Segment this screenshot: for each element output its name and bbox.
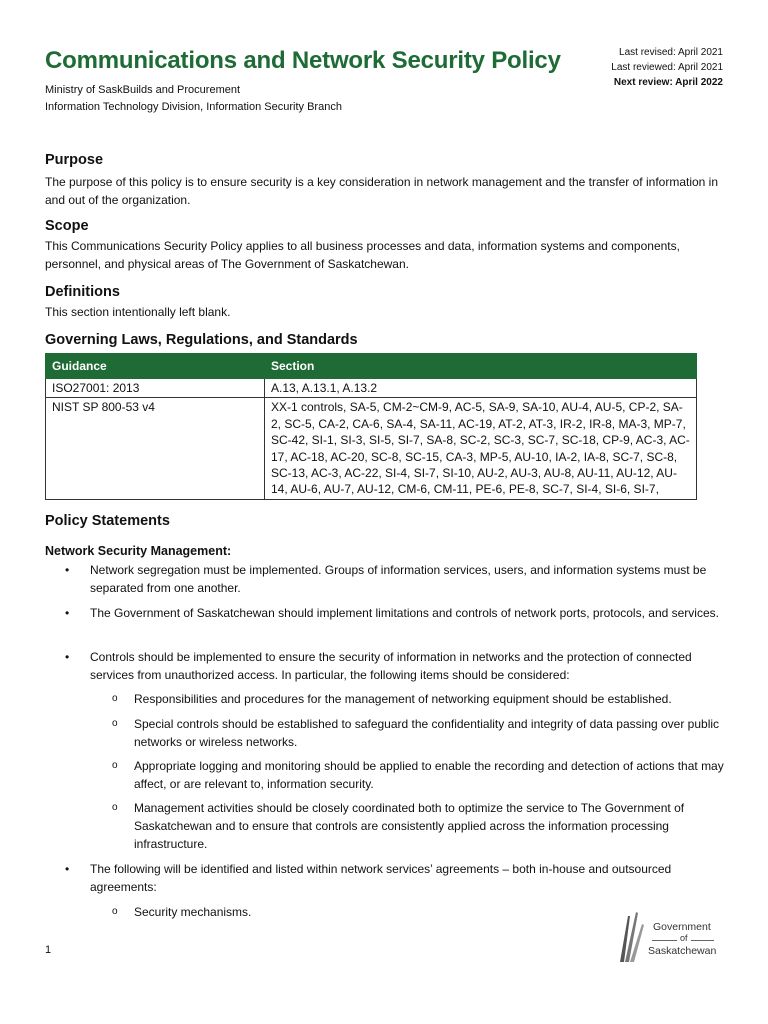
policy-subheading: Network Security Management: — [45, 544, 232, 558]
bullet-icon: • — [65, 650, 70, 664]
table-cell-section: XX-1 controls, SA-5, CM-2~CM-9, AC-5, SA-9, SA-10, AU-4, AU-5, CP-2, SA-2, SC-5, CA-2, CA-6, SA-4, SA-11, AC-19, AT-2, AT-3, IR-2, IR-8, MA-3, MP-7, SC-42, SI-1, SI-3, SI-5, SI-7, SA-8, SC-2, SC-3, SC-7, SC-18, CP-9, AC-3, AC-17, AC-18, AC-20, SC-8, SC-15, CA-3, MP-5, AU-10, IA-2, IA-8, SC-7, SC-8, SC-13, AC-3, AC-22, SI-4, SI-7, SI-10, AU-2, AU-3, AU-8, AU-11, AU-12, AU-14, AU-6, AU-7, AU-12, CM-6, CM-11, PE-6, PE-8, SC-7, SI-4, SI-6, SI-7, — [265, 398, 697, 499]
division-line: Information Technology Division, Information Security Branch — [45, 101, 342, 113]
list-item-text: The following will be identified and listed within network services’ agreements – both in-house and outsourced agreements: — [90, 862, 672, 894]
purpose-heading: Purpose — [45, 152, 104, 168]
list-item-text: Security mechanisms. — [134, 905, 252, 919]
bullet-icon: • — [65, 862, 70, 876]
circle-bullet-icon: o — [112, 718, 118, 729]
list-item — [65, 604, 720, 622]
list-item — [112, 799, 724, 853]
list-item — [65, 561, 720, 597]
logo-line-government: Government — [653, 921, 711, 933]
next-review: Next review: April 2022 — [613, 77, 723, 88]
logo-line-of: of — [677, 933, 691, 943]
column-header-section: Section — [265, 354, 697, 379]
list-item — [65, 860, 720, 896]
table-cell-guidance: NIST SP 800-53 v4 — [46, 398, 265, 499]
list-item-text: Management activities should be closely coordinated both to optimize the service to The Government of Saskatchewan and to ensure that controls are consistently applied across the information processing infrastructure. — [134, 801, 685, 851]
policy-heading: Policy Statements — [45, 513, 170, 529]
government-logo — [618, 910, 728, 964]
circle-bullet-icon: o — [112, 802, 118, 813]
last-reviewed: Last reviewed: April 2021 — [611, 62, 723, 73]
definitions-text: This section intentionally left blank. — [45, 305, 231, 319]
scope-heading: Scope — [45, 218, 89, 234]
governing-heading: Governing Laws, Regulations, and Standards — [45, 332, 358, 348]
table-header-row — [46, 354, 697, 379]
list-item-text: Responsibilities and procedures for the management of networking equipment should be established. — [134, 692, 672, 706]
governing-table — [45, 353, 697, 500]
bullet-icon: • — [65, 606, 70, 620]
list-item-text: The Government of Saskatchewan should implement limitations and controls of network ports, protocols, and services. — [90, 606, 719, 620]
column-header-guidance: Guidance — [46, 354, 265, 379]
list-item — [65, 648, 720, 684]
page-title: Communications and Network Security Policy — [45, 47, 561, 74]
circle-bullet-icon: o — [112, 693, 118, 704]
list-item — [112, 690, 724, 708]
list-item-text: Controls should be implemented to ensure the security of information in networks and the protection of connected services from unauthorized access. In particular, the following items should be considered: — [90, 650, 692, 682]
wheat-logo-icon — [618, 910, 648, 964]
circle-bullet-icon: o — [112, 760, 118, 771]
bullet-icon: • — [65, 563, 70, 577]
table-row — [46, 379, 697, 398]
list-item-text: Special controls should be established to safeguard the confidentiality and integrity of data passing over public networks or wireless networks. — [134, 717, 720, 749]
page-number: 1 — [45, 944, 52, 956]
ministry-line: Ministry of SaskBuilds and Procurement — [45, 84, 241, 96]
list-item-text: Network segregation must be implemented. Groups of information services, users, and information systems must be separated from one another. — [90, 563, 707, 595]
table-cell-section: A.13, A.13.1, A.13.2 — [265, 379, 697, 398]
list-item — [112, 715, 724, 751]
circle-bullet-icon: o — [112, 906, 118, 917]
table-cell-guidance: ISO27001: 2013 — [46, 379, 265, 398]
list-item — [112, 757, 724, 793]
table-row — [46, 398, 697, 499]
definitions-heading: Definitions — [45, 284, 120, 300]
list-item-text: Appropriate logging and monitoring should be applied to enable the recording and detection of actions that may affect, or are relevant to, information security. — [134, 759, 724, 791]
last-revised: Last revised: April 2021 — [619, 47, 723, 58]
purpose-text: The purpose of this policy is to ensure security is a key consideration in network management and the transfer of information in and out of the organization. — [45, 175, 719, 207]
scope-text: This Communications Security Policy applies to all business processes and data, information systems and components, personnel, and physical areas of The Government of Saskatchewan. — [45, 239, 680, 271]
logo-line-saskatchewan: Saskatchewan — [648, 945, 717, 957]
